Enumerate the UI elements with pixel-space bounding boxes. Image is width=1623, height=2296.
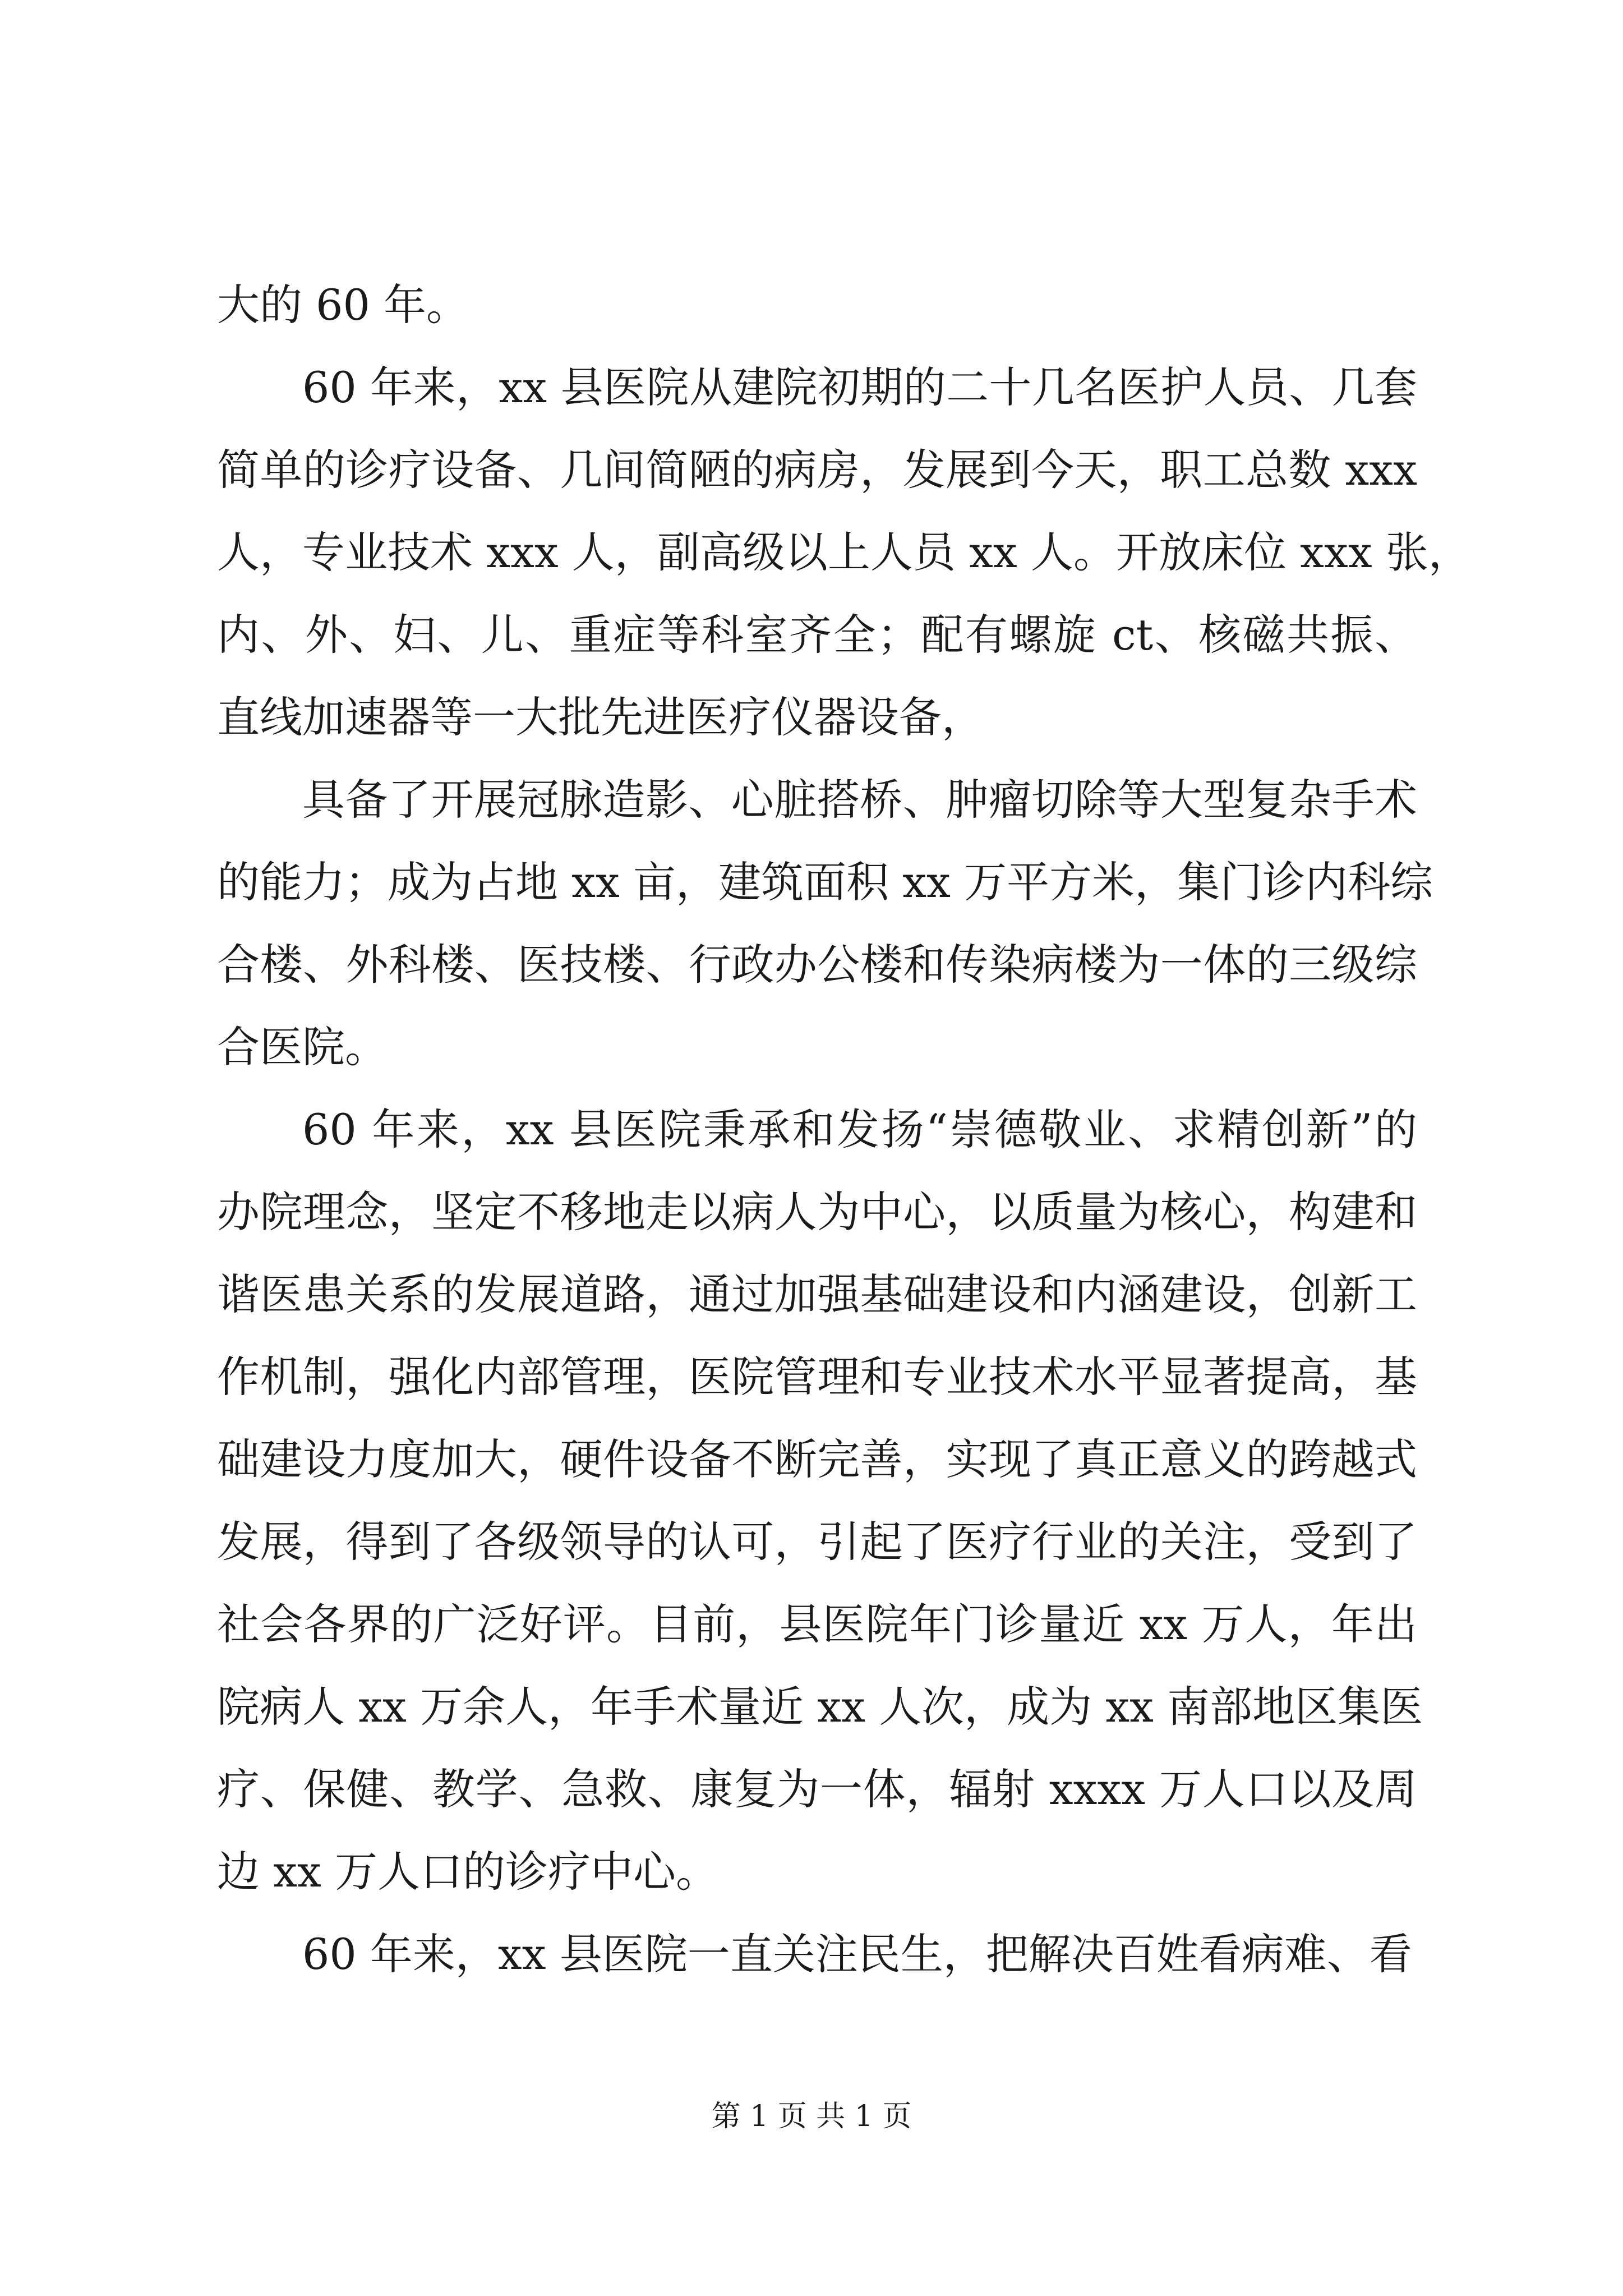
paragraph-line: 60 年来，xx 县医院一直关注民生，把解决百姓看病难、看 [302,1929,1412,1979]
paragraph-line: 边 xx 万人口的诊疗中心。 [217,1847,719,1897]
paragraph-line: 直线加速器等一大批先进医疗仪器设备， [217,692,984,742]
paragraph-line: 础建设力度加大，硬件设备不断完善，实现了真正意义的跨越式 [217,1434,1417,1484]
paragraph-line: 人，专业技术 xxx 人，副高级以上人员 xx 人。开放床位 xxx 张， [217,527,1471,577]
paragraph-line: 的能力；成为占地 xx 亩，建筑面积 xx 万平方米，集门诊内科综 [217,857,1433,907]
paragraph-line: 具备了开展冠脉造影、心脏搭桥、肿瘤切除等大型复杂手术 [302,775,1417,825]
paragraph-line: 60 年来，xx 县医院从建院初期的二十几名医护人员、几套 [302,362,1417,412]
paragraph-line: 作机制，强化内部管理，医院管理和专业技术水平显著提高，基 [217,1352,1417,1402]
paragraph-line: 60 年来，xx 县医院秉承和发扬“崇德敬业、求精创新”的 [302,1105,1417,1154]
paragraph-line: 院病人 xx 万余人，年手术量近 xx 人次，成为 xx 南部地区集医 [217,1682,1423,1732]
paragraph-line: 谐医患关系的发展道路，通过加强基础建设和内涵建设，创新工 [217,1269,1417,1319]
paragraph-line: 发展，得到了各级领导的认可，引起了医疗行业的关注，受到了 [217,1517,1417,1567]
paragraph-line: 内、外、妇、儿、重症等科室齐全；配有螺旋 ct、核磁共振、 [217,610,1417,660]
paragraph-line: 简单的诊疗设备、几间简陋的病房，发展到今天，职工总数 xxx [217,445,1417,495]
paragraph-line: 大的 60 年。 [217,280,469,330]
paragraph-line: 合医院。 [217,1022,388,1072]
paragraph-line: 办院理念，坚定不移地走以病人为中心，以质量为核心，构建和 [217,1187,1417,1237]
paragraph-line: 疗、保健、教学、急救、康复为一体，辐射 xxxx 万人口以及周 [217,1764,1417,1814]
document-body [217,264,1471,1995]
paragraph-line: 社会各界的广泛好评。目前，县医院年门诊量近 xx 万人，年出 [217,1599,1417,1649]
paragraph-line: 合楼、外科楼、医技楼、行政办公楼和传染病楼为一体的三级综 [217,940,1417,990]
page-number-footer: 第 1 页 共 1 页 [711,2100,912,2133]
